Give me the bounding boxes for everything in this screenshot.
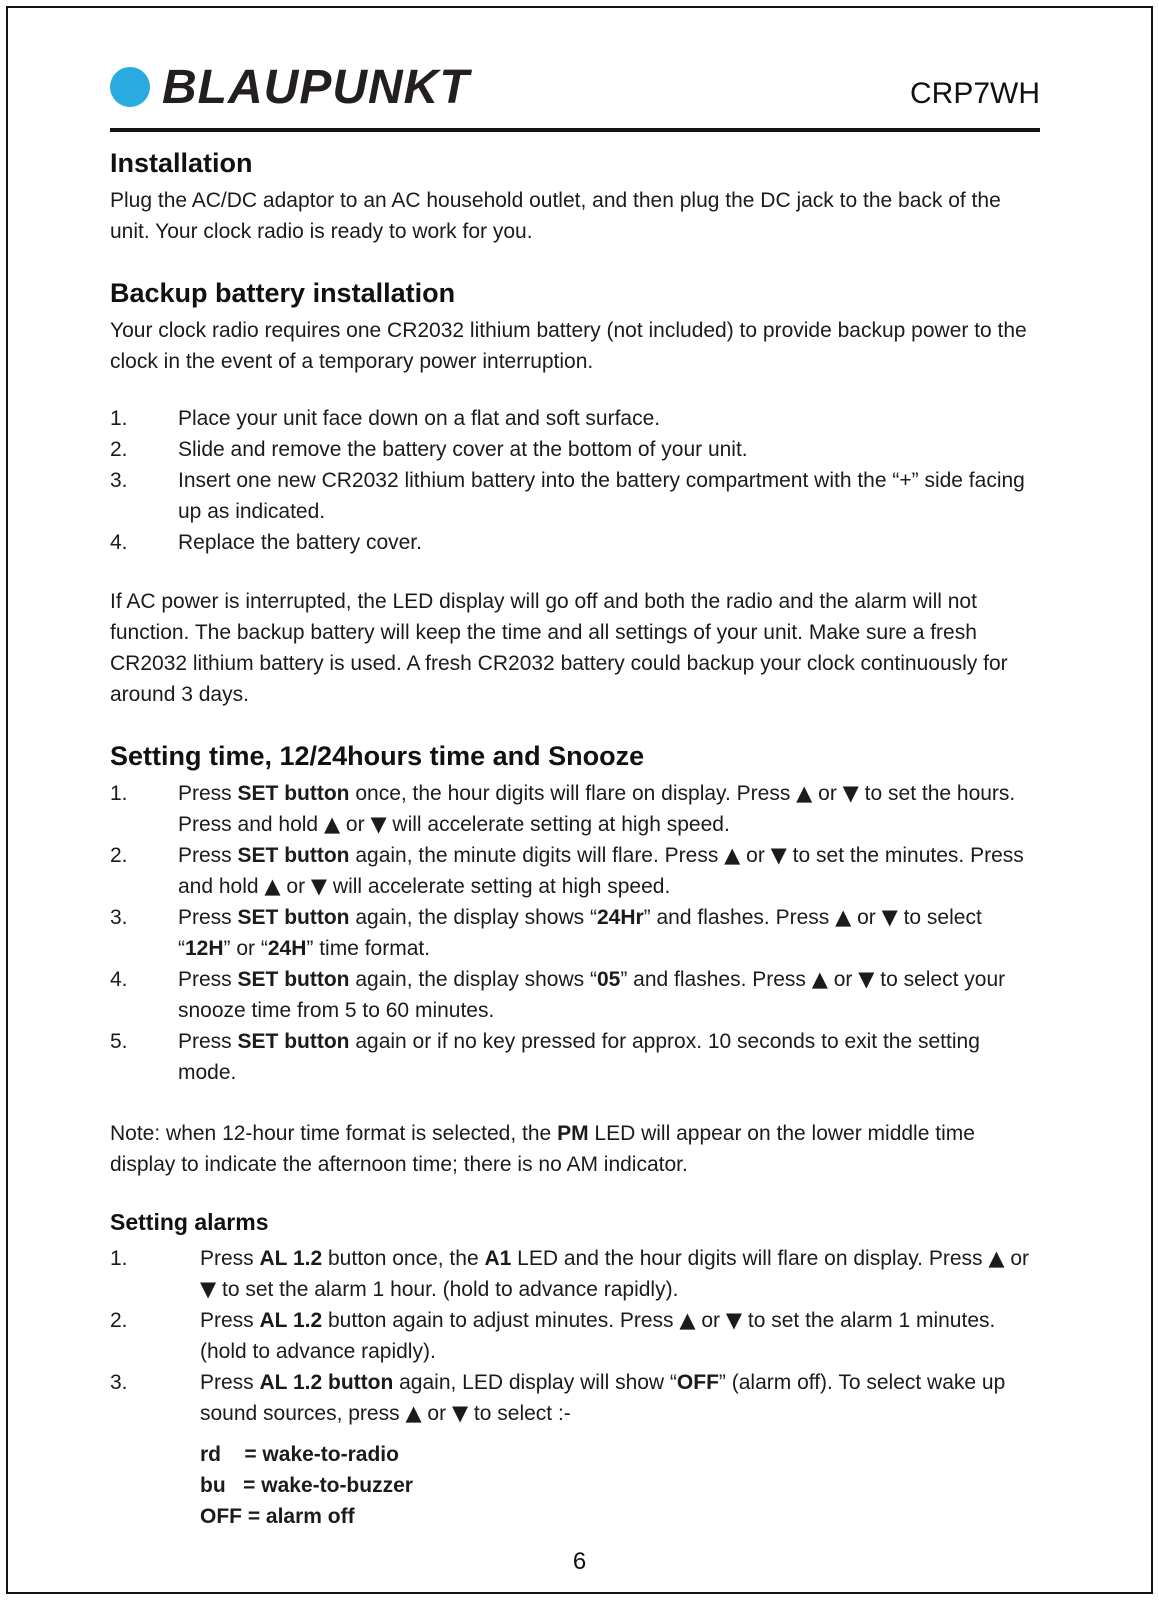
step-number: 4. — [110, 531, 128, 554]
pm-note-paragraph: Note: when 12-hour time format is selected, the PM LED will appear on the lower middle time display to indicate the afternoon time; there is no AM indicator. — [110, 1122, 975, 1176]
list-item — [110, 403, 1040, 434]
step-number: 4. — [110, 968, 128, 991]
backup-note-paragraph: If AC power is interrupted, the LED display will go off and both the radio and the alarm will not function. The backup battery will keep the time and all settings of your unit. Make sure a fresh CR2032 lithium battery is used. A fresh CR2032 battery could backup your clock continuously for around 3 days. — [110, 590, 1008, 706]
backup-intro-paragraph: Your clock radio requires one CR2032 lithium battery (not included) to provide backup power to the clock in the event of a temporary power interruption. — [110, 319, 1027, 373]
list-item — [110, 465, 1040, 527]
model-label: CRP7WH — [909, 77, 1040, 110]
section-title-setting-alarms: Setting alarms — [110, 1209, 269, 1235]
step-number: 3. — [110, 469, 128, 492]
list-item — [110, 964, 1040, 1026]
step-number: 3. — [110, 906, 128, 929]
section-installation — [110, 146, 1040, 247]
step-number: 2. — [110, 1309, 128, 1332]
step-text: Press SET button again or if no key pressed for approx. 10 seconds to exit the setting mode. — [178, 1030, 980, 1084]
section-setting-time — [110, 739, 1040, 1180]
section-backup-battery — [110, 276, 1040, 710]
section-setting-alarms — [110, 1208, 1040, 1532]
list-item — [110, 1305, 1040, 1367]
wake-option-radio: rd = wake-to-radio — [200, 1443, 399, 1466]
brand-logo — [110, 60, 470, 115]
list-item — [110, 1026, 1040, 1088]
step-text: Press SET button once, the hour digits will flare on display. Press ▲ or ▼ to set the hours. Press and hold ▲ or ▼ will accelerate setting at high speed. — [178, 781, 1016, 836]
step-text: Press SET button again, the display shows “24Hr” and flashes. Press ▲ or ▼ to select “12H” or “24H” time format. — [178, 905, 982, 960]
step-text: Place your unit face down on a flat and soft surface. — [178, 407, 661, 430]
list-item — [110, 840, 1040, 902]
section-title-setting-time: Setting time, 12/24hours time and Snooze — [110, 741, 645, 771]
step-number: 2. — [110, 844, 128, 867]
step-text: Insert one new CR2032 lithium battery into the battery compartment with the “+” side facing up as indicated. — [178, 469, 1025, 523]
step-number: 1. — [110, 1247, 128, 1270]
step-number: 1. — [110, 407, 128, 430]
list-item — [110, 1243, 1040, 1305]
brand-name: BLAUPUNKT — [162, 60, 470, 114]
wake-option-off: OFF = alarm off — [200, 1505, 355, 1528]
step-text: Press SET button again, the minute digits will flare. Press ▲ or ▼ to set the minutes. Press and hold ▲ or ▼ will accelerate setting at high speed. — [178, 843, 1024, 898]
page-header — [110, 58, 1040, 116]
step-text: Replace the battery cover. — [178, 531, 422, 554]
step-number: 5. — [110, 1030, 128, 1053]
step-text: Press AL 1.2 button again, LED display will show “OFF” (alarm off). To select wake up sound sources, press ▲ or ▼ to select :- — [200, 1371, 1006, 1425]
list-item — [110, 434, 1040, 465]
list-item — [110, 527, 1040, 558]
backup-steps-list — [110, 403, 1040, 558]
wake-option-buzzer: bu = wake-to-buzzer — [200, 1474, 413, 1497]
manual-page — [6, 6, 1153, 1594]
list-item — [110, 778, 1040, 840]
page-number: 6 — [572, 1548, 587, 1575]
step-text: Press SET button again, the display shows “05” and flashes. Press ▲ or ▼ to select your snooze time from 5 to 60 minutes. — [178, 967, 1006, 1022]
brand-dot-icon — [110, 67, 150, 107]
step-text: Slide and remove the battery cover at the bottom of your unit. — [178, 438, 748, 461]
step-number: 2. — [110, 438, 128, 461]
step-number: 3. — [110, 1371, 128, 1394]
section-title-backup: Backup battery installation — [110, 278, 456, 308]
list-item — [110, 902, 1040, 964]
step-number: 1. — [110, 782, 128, 805]
step-text: Press AL 1.2 button again to adjust minutes. Press ▲ or ▼ to set the alarm 1 minutes. (hold to advance rapidly). — [200, 1308, 996, 1363]
header-divider — [110, 128, 1040, 132]
section-title-installation: Installation — [110, 148, 253, 178]
installation-paragraph: Plug the AC/DC adaptor to an AC household outlet, and then plug the DC jack to the back of the unit. Your clock radio is ready to work for you. — [110, 189, 1001, 243]
wake-source-options — [110, 1439, 1040, 1532]
alarm-steps-list — [110, 1243, 1040, 1429]
list-item — [110, 1367, 1040, 1429]
setting-time-steps-list — [110, 778, 1040, 1088]
step-text: Press AL 1.2 button once, the A1 LED and the hour digits will flare on display. Press ▲ or ▼ to set the alarm 1 hour. (hold to advance rapidly). — [200, 1246, 1030, 1301]
